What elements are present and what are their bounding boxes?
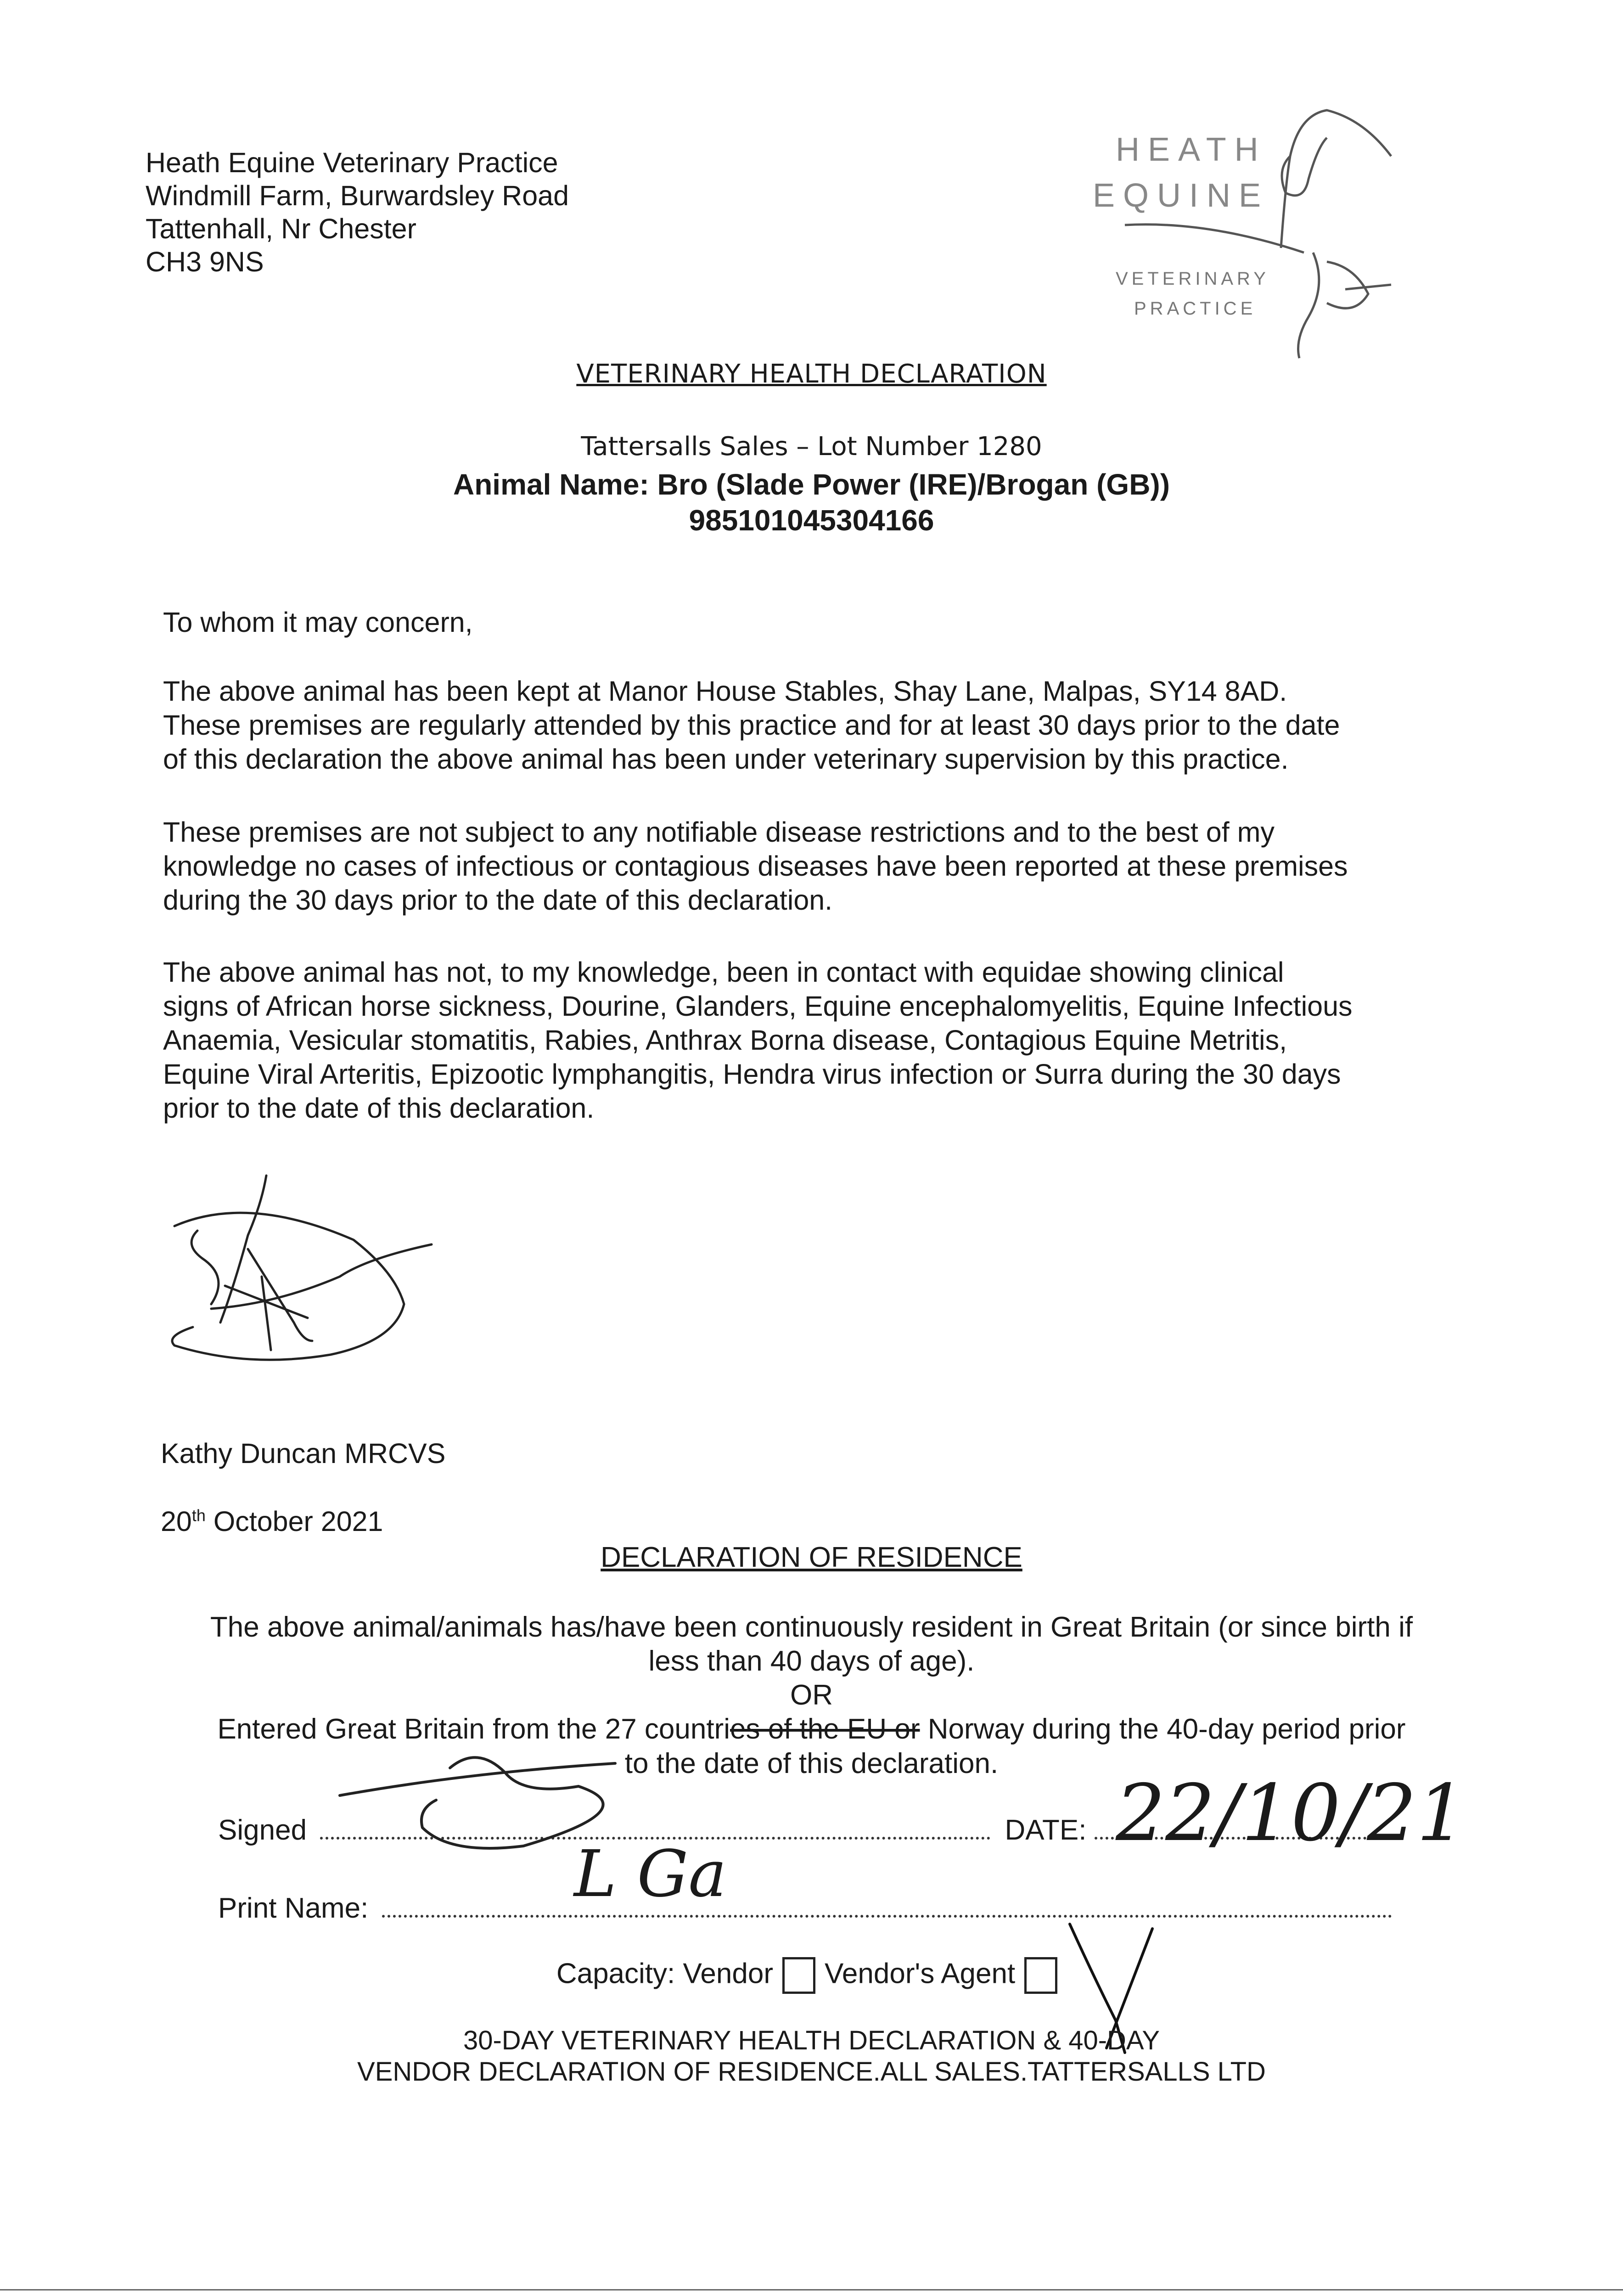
microchip-number: 985101045304166 <box>689 504 934 537</box>
paragraph-diseases <box>163 955 1353 1125</box>
date-day: 20 <box>161 1506 192 1537</box>
residence-line: to the date of this declaration. <box>624 1748 999 1779</box>
print-name-field[interactable] <box>382 1915 1392 1918</box>
paragraph-line: signs of African horse sickness, Dourine, Glanders, Equine encephalomyelitis, Equine Infectious <box>163 990 1353 1022</box>
residence-or: OR <box>790 1679 833 1711</box>
print-name-row <box>218 1892 1392 1925</box>
date-month-year: October 2021 <box>205 1506 383 1537</box>
address-line: CH3 9NS <box>146 246 264 277</box>
address-line: Heath Equine Veterinary Practice <box>146 147 558 178</box>
print-name-label: Print Name: <box>218 1892 369 1924</box>
vendor-checkbox[interactable] <box>782 1957 815 1994</box>
paragraph-line: knowledge no cases of infectious or contagious diseases have been reported at these premises <box>163 850 1348 882</box>
residence-line: The above animal/animals has/have been continuously resident in Great Britain (or since birth if <box>210 1611 1413 1643</box>
logo-word-equine: EQUINE <box>1093 177 1269 214</box>
residence-text: Norway during the 40-day period prior <box>920 1713 1406 1745</box>
paragraph-premises <box>163 674 1340 776</box>
declaration-date <box>161 1505 383 1537</box>
paragraph-line: Anaemia, Vesicular stomatitis, Rabies, Anthrax Borna disease, Contagious Equine Metritis, <box>163 1024 1287 1056</box>
paragraph-restrictions <box>163 815 1348 917</box>
paragraph-line: prior to the date of this declaration. <box>163 1092 595 1124</box>
residence-line: less than 40 days of age). <box>648 1645 975 1677</box>
vet-name: Kathy Duncan MRCVS <box>161 1438 446 1469</box>
paragraph-line: of this declaration the above animal has been under veterinary supervision by this practice. <box>163 743 1289 775</box>
handwritten-date: 22/10/21 <box>1116 1768 1466 1859</box>
residence-text: Entered Great Britain from the 27 countri <box>217 1713 730 1745</box>
struck-text: es of the EU or <box>730 1713 920 1745</box>
residence-line <box>0 1713 1623 1745</box>
paragraph-line: These premises are regularly attended by this practice and for at least 30 days prior to the date <box>163 709 1340 741</box>
paragraph-line: Equine Viral Arteritis, Epizootic lymphangitis, Hendra virus infection or Surra during the 30 days <box>163 1058 1341 1090</box>
date-suffix: th <box>191 1506 206 1525</box>
capacity-label: Capacity: Vendor <box>556 1958 773 1990</box>
greeting: To whom it may concern, <box>163 607 473 638</box>
logo-word-veterinary: VETERINARY <box>1116 269 1269 289</box>
paragraph-line: The above animal has been kept at Manor House Stables, Shay Lane, Malpas, SY14 8AD. <box>163 675 1287 707</box>
agent-label: Vendor's Agent <box>825 1958 1016 1990</box>
address-line: Windmill Farm, Burwardsley Road <box>146 180 569 211</box>
footer-line: 30-DAY VETERINARY HEALTH DECLARATION & 40-DAY <box>463 2026 1160 2055</box>
logo-word-practice: PRACTICE <box>1134 298 1257 319</box>
paragraph-line: The above animal has not, to my knowledge, been in contact with equidae showing clinical <box>163 957 1284 988</box>
residence-title: DECLARATION OF RESIDENCE <box>601 1542 1022 1573</box>
address-line: Tattenhall, Nr Chester <box>146 213 416 244</box>
practice-address <box>146 146 569 278</box>
footer-line: VENDOR DECLARATION OF RESIDENCE.ALL SALES.TATTERSALLS LTD <box>357 2057 1266 2087</box>
signed-label: Signed <box>218 1814 307 1846</box>
handwritten-print-name: L Ga <box>574 1837 727 1912</box>
declaration-title: VETERINARY HEALTH DECLARATION <box>576 359 1047 389</box>
paragraph-line: during the 30 days prior to the date of this declaration. <box>163 884 833 916</box>
agent-checkbox[interactable] <box>1024 1957 1057 1994</box>
practice-logo <box>1070 101 1437 377</box>
date-label: DATE: <box>1005 1814 1087 1846</box>
vet-signature <box>156 1166 441 1378</box>
sale-lot-line: Tattersalls Sales – Lot Number 1280 <box>581 432 1042 461</box>
paragraph-line: These premises are not subject to any notifiable disease restrictions and to the best of my <box>163 816 1275 848</box>
capacity-row <box>0 1957 1623 1994</box>
logo-word-heath: HEATH <box>1116 131 1267 168</box>
animal-name: Animal Name: Bro (Slade Power (IRE)/Brogan (GB)) <box>453 468 1170 501</box>
bottom-scan-edge <box>0 2289 1623 2290</box>
